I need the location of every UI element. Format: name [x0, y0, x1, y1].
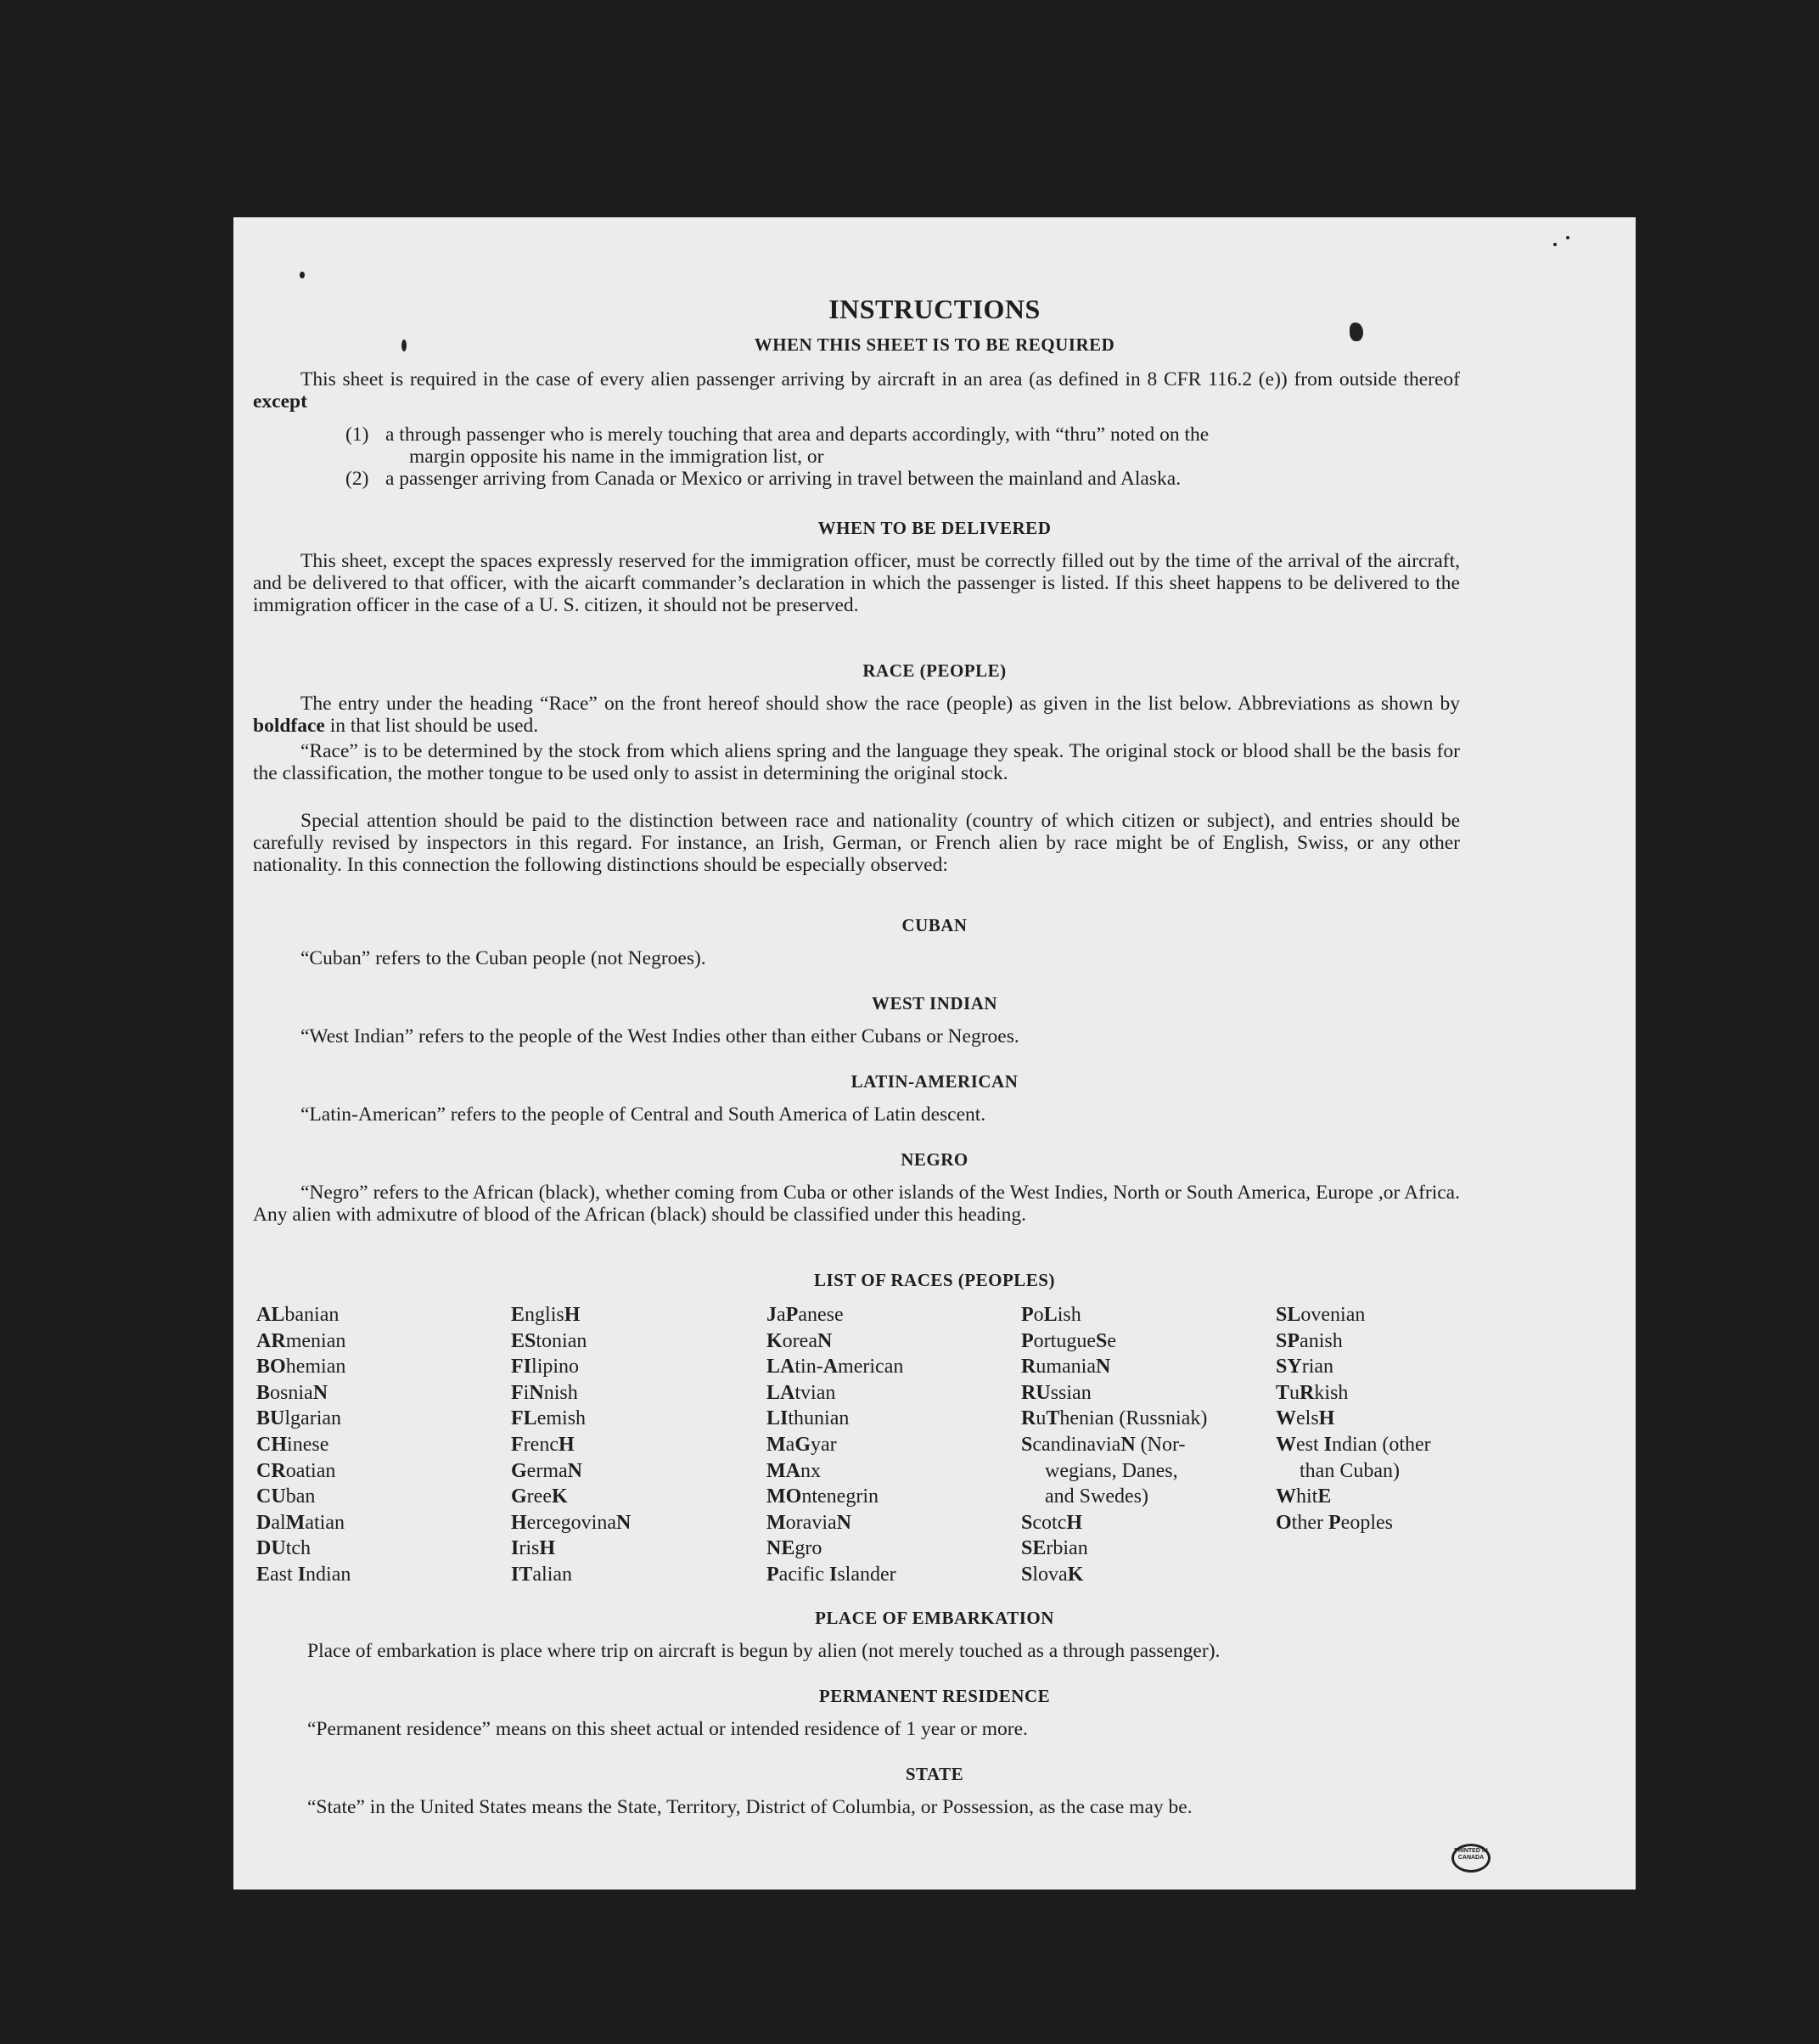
exception-text: a passenger arriving from Canada or Mexico or arriving in travel between the mainland and Alaska.	[385, 468, 1182, 490]
race-column-2	[511, 1302, 631, 1588]
race-paragraph-1	[253, 693, 1460, 737]
race-entry: GreeK	[511, 1485, 568, 1508]
race-entry: ARmenian	[256, 1329, 346, 1352]
race-entry: ITalian	[511, 1563, 573, 1586]
instruction-sheet	[233, 217, 1636, 1890]
ink-speck	[401, 340, 407, 351]
heading-permanent-residence: PERMANENT RESIDENCE	[818, 1686, 1051, 1706]
exception-number: (1)	[345, 424, 369, 446]
race-entry: EnglisH	[511, 1304, 581, 1326]
race-entry: IrisH	[511, 1537, 556, 1560]
race-entry: CRoatian	[256, 1459, 336, 1482]
race-p1-text: The entry under the heading “Race” on the front hereof should show the race (people) as given in the list below. Abbreviations as shown by	[300, 693, 1460, 715]
exception-text-continued: margin opposite his name in the immigration list, or	[409, 446, 824, 468]
race-entry: ScandinaviaN (Nor-	[1021, 1433, 1186, 1456]
race-entry: FIlipino	[511, 1356, 580, 1379]
race-paragraph-3: Special attention should be paid to the distinction between race and nationality (country of which citizen or subject), and entries should be carefully revised by inspectors in this regard. For instance, an Irish, German, or French alien by race might be of English, Swiss, or any other nationality. In this connection the following distinctions should be especially observed:	[253, 810, 1460, 876]
when-required-intro-text: This sheet is required in the case of every alien passenger arriving by aircraft in an area (as defined in 8 CFR 116.2 (e)) from outside thereof	[300, 368, 1460, 390]
when-delivered-text: This sheet, except the spaces expressly reserved for the immigration officer, must be correctly filled out by the time of the arrival of the aircraft, and be delivered to that officer, with the aicarft commander’s declaration in which the passenger is listed. If this sheet happens to be delivered to the immigration officer in the case of a U. S. citizen, it should not be preserved.	[253, 550, 1460, 616]
west-indian-text: “West Indian” refers to the people of the West Indies other than either Cubans or Negroes.	[300, 1025, 1019, 1047]
heading-when-required: WHEN THIS SHEET IS TO BE REQUIRED	[754, 334, 1115, 355]
printer-stamp-text: PRINTED IN CANADA	[1454, 1848, 1488, 1861]
race-p1-boldface: boldface	[253, 715, 325, 737]
negro-text: “Negro” refers to the African (black), whether coming from Cuba or other islands of the West Indies, North or South America, Europe ,or Africa. Any alien with admixutre of blood of the African (black) should be classified under this heading.	[253, 1182, 1460, 1226]
race-entry: DalMatian	[256, 1511, 345, 1534]
heading-race: RACE (PEOPLE)	[862, 660, 1007, 681]
race-entry: SYrian	[1276, 1356, 1334, 1379]
ink-speck	[1350, 323, 1363, 341]
race-entry: BUlgarian	[256, 1407, 342, 1430]
race-entry-continued: wegians, Danes,	[1045, 1459, 1178, 1482]
race-entry: LIthunian	[766, 1407, 850, 1430]
heading-when-delivered: WHEN TO BE DELIVERED	[817, 518, 1052, 538]
race-p1-text-end: in that list should be used.	[329, 715, 539, 737]
heading-negro: NEGRO	[901, 1149, 968, 1170]
race-entry: EStonian	[511, 1329, 587, 1352]
race-entry: BosniaN	[256, 1381, 328, 1404]
race-entry: LAtin-American	[766, 1356, 904, 1379]
race-entry: West Indian (other	[1276, 1433, 1431, 1456]
when-required-except: except	[253, 390, 307, 413]
race-entry: NEgro	[766, 1537, 822, 1560]
race-column-4	[1021, 1302, 1207, 1588]
heading-place-of-embarkation: PLACE OF EMBARKATION	[815, 1608, 1054, 1628]
race-entry-continued: and Swedes)	[1045, 1485, 1148, 1508]
state-text: “State” in the United States means the State, Territory, District of Columbia, or Possession, as the case may be.	[307, 1796, 1193, 1818]
exception-text: a through passenger who is merely touching that area and departs accordingly, with “thru” noted on the	[385, 424, 1210, 446]
race-entry: FiNnish	[511, 1381, 578, 1404]
race-entry: ScotcH	[1021, 1511, 1083, 1534]
race-entry: Other Peoples	[1276, 1511, 1393, 1534]
race-entry: SlovaK	[1021, 1563, 1084, 1586]
race-column-5	[1276, 1302, 1431, 1536]
heading-latin-american: LATIN-AMERICAN	[851, 1071, 1019, 1092]
race-column-3	[766, 1302, 903, 1588]
race-entry: ALbanian	[256, 1304, 340, 1326]
race-entry: MAnx	[766, 1459, 821, 1482]
ink-speck	[300, 272, 305, 278]
ink-speck	[1553, 243, 1557, 246]
race-entry: RuThenian (Russniak)	[1021, 1407, 1208, 1430]
race-paragraph-2: “Race” is to be determined by the stock from which aliens spring and the language they speak. The original stock or blood shall be the basis for the classification, the mother tongue to be used only to assist in determining the original stock.	[253, 740, 1460, 784]
race-entry: TuRkish	[1276, 1381, 1349, 1404]
race-entry: HercegovinaN	[511, 1511, 632, 1534]
race-entry: Pacific Islander	[766, 1563, 896, 1586]
ink-speck	[1566, 236, 1569, 239]
heading-west-indian: WEST INDIAN	[871, 993, 998, 1014]
race-entry: MaGyar	[766, 1433, 837, 1456]
embarkation-text: Place of embarkation is place where trip on aircraft is begun by alien (not merely touched as a through passenger).	[307, 1640, 1221, 1662]
race-entry: SPanish	[1276, 1329, 1343, 1352]
heading-cuban: CUBAN	[901, 915, 968, 935]
race-entry-continued: than Cuban)	[1300, 1459, 1400, 1482]
race-entry: RumaniaN	[1021, 1356, 1111, 1379]
race-column-1	[256, 1302, 351, 1588]
race-entry: East Indian	[256, 1563, 351, 1586]
printer-stamp-icon	[1451, 1844, 1491, 1873]
exception-item-2	[345, 468, 1460, 490]
race-entry: DUtch	[256, 1537, 312, 1560]
race-entry: SErbian	[1021, 1537, 1088, 1560]
race-entry: PortugueSe	[1021, 1329, 1117, 1352]
page-title: INSTRUCTIONS	[828, 294, 1041, 324]
residence-text: “Permanent residence” means on this sheet actual or intended residence of 1 year or more.	[307, 1718, 1028, 1740]
race-entry: MoraviaN	[766, 1511, 851, 1534]
race-entry: FLemish	[511, 1407, 587, 1430]
heading-state: STATE	[905, 1764, 964, 1784]
race-entry: BOhemian	[256, 1356, 346, 1379]
cuban-text: “Cuban” refers to the Cuban people (not Negroes).	[300, 947, 706, 969]
exception-item-1	[345, 424, 1460, 468]
latin-american-text: “Latin-American” refers to the people of Central and South America of Latin descent.	[300, 1103, 986, 1126]
race-entry: RUssian	[1021, 1381, 1092, 1404]
race-entry: CHinese	[256, 1433, 329, 1456]
race-entry: LAtvian	[766, 1381, 836, 1404]
race-entry: WelsH	[1276, 1407, 1335, 1430]
race-entry: KoreaN	[766, 1329, 833, 1352]
exception-number: (2)	[345, 468, 369, 490]
heading-list-of-races: LIST OF RACES (PEOPLES)	[814, 1270, 1055, 1290]
race-entry: WhitE	[1276, 1485, 1332, 1508]
race-entry: GermaN	[511, 1459, 582, 1482]
race-entry: SLovenian	[1276, 1304, 1366, 1326]
race-entry: MOntenegrin	[766, 1485, 879, 1508]
race-entry: CUban	[256, 1485, 316, 1508]
race-entry: JaPanese	[766, 1304, 844, 1326]
race-entry: FrencH	[511, 1433, 575, 1456]
race-entry: PoLish	[1021, 1304, 1081, 1326]
when-required-intro	[253, 368, 1460, 413]
